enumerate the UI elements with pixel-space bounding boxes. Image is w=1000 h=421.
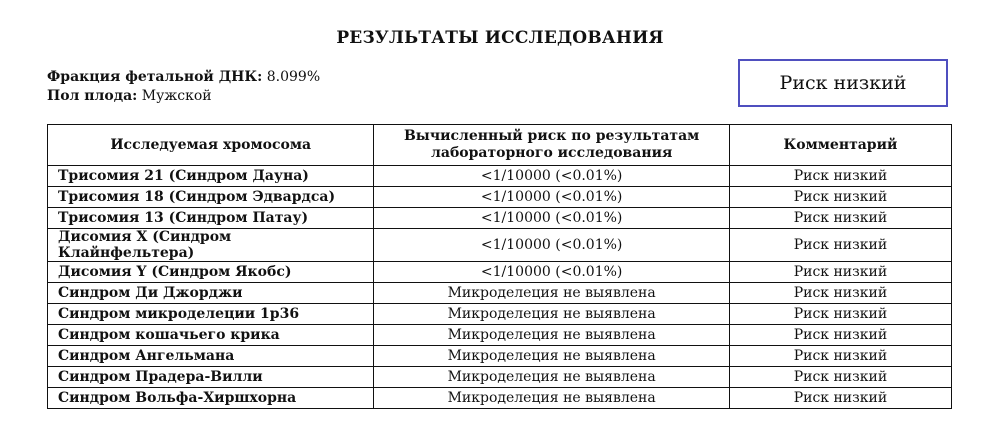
chromosome-name-cell: Трисомия 13 (Синдром Патау) (48, 208, 374, 229)
header-calculated-risk: Вычисленный риск по результатам лабораторного исследования (374, 125, 729, 166)
comment-cell: Риск низкий (729, 166, 951, 187)
sample-info (47, 68, 320, 106)
comment-cell: Риск низкий (729, 388, 951, 409)
comment-cell: Риск низкий (729, 346, 951, 367)
calculated-risk-cell: <1/10000 (<0.01%) (374, 187, 729, 208)
calculated-risk-cell: <1/10000 (<0.01%) (374, 229, 729, 262)
fetal-sex-label: Пол плода: (47, 88, 138, 104)
comment-cell: Риск низкий (729, 187, 951, 208)
table-row (48, 346, 952, 367)
results-table (47, 124, 952, 409)
table-row (48, 304, 952, 325)
chromosome-name-cell: Трисомия 21 (Синдром Дауна) (48, 166, 374, 187)
comment-cell: Риск низкий (729, 208, 951, 229)
fetal-sex-line (47, 87, 320, 106)
comment-cell: Риск низкий (729, 304, 951, 325)
results-table-body (48, 166, 952, 409)
comment-cell: Риск низкий (729, 283, 951, 304)
overall-risk-badge: Риск низкий (738, 59, 948, 107)
calculated-risk-cell: <1/10000 (<0.01%) (374, 208, 729, 229)
comment-cell: Риск низкий (729, 367, 951, 388)
table-row (48, 367, 952, 388)
table-row (48, 166, 952, 187)
calculated-risk-cell: Микроделеция не выявлена (374, 367, 729, 388)
table-row (48, 325, 952, 346)
chromosome-name-cell: Синдром Ангельмана (48, 346, 374, 367)
calculated-risk-cell: <1/10000 (<0.01%) (374, 166, 729, 187)
calculated-risk-cell: Микроделеция не выявлена (374, 283, 729, 304)
table-row (48, 262, 952, 283)
calculated-risk-cell: Микроделеция не выявлена (374, 304, 729, 325)
table-row (48, 229, 952, 262)
comment-cell: Риск низкий (729, 325, 951, 346)
calculated-risk-cell: Микроделеция не выявлена (374, 346, 729, 367)
chromosome-name-cell: Синдром Вольфа-Хиршхорна (48, 388, 374, 409)
table-row (48, 187, 952, 208)
chromosome-name-cell: Синдром микроделеции 1p36 (48, 304, 374, 325)
table-row (48, 208, 952, 229)
table-row (48, 388, 952, 409)
calculated-risk-cell: Микроделеция не выявлена (374, 325, 729, 346)
chromosome-name-cell: Синдром Прадера-Вилли (48, 367, 374, 388)
table-row (48, 283, 952, 304)
calculated-risk-cell: Микроделеция не выявлена (374, 388, 729, 409)
fetal-sex-value: Мужской (141, 88, 212, 104)
chromosome-name-cell: Дисомия Y (Синдром Якобс) (48, 262, 374, 283)
report-title: РЕЗУЛЬТАТЫ ИССЛЕДОВАНИЯ (336, 28, 664, 48)
fetal-fraction-label: Фракция фетальной ДНК: (47, 69, 263, 85)
fetal-fraction-value: 8.099% (266, 69, 321, 85)
chromosome-name-cell: Синдром Ди Джорджи (48, 283, 374, 304)
chromosome-name-cell: Трисомия 18 (Синдром Эдвардса) (48, 187, 374, 208)
header-comment: Комментарий (729, 125, 951, 166)
calculated-risk-cell: <1/10000 (<0.01%) (374, 262, 729, 283)
chromosome-name-cell: Синдром кошачьего крика (48, 325, 374, 346)
chromosome-name-cell: Дисомия X (Синдром Клайнфельтера) (48, 229, 374, 262)
table-header-row (48, 125, 952, 166)
fetal-fraction-line (47, 68, 320, 87)
comment-cell: Риск низкий (729, 229, 951, 262)
comment-cell: Риск низкий (729, 262, 951, 283)
header-chromosome: Исследуемая хромосома (48, 125, 374, 166)
